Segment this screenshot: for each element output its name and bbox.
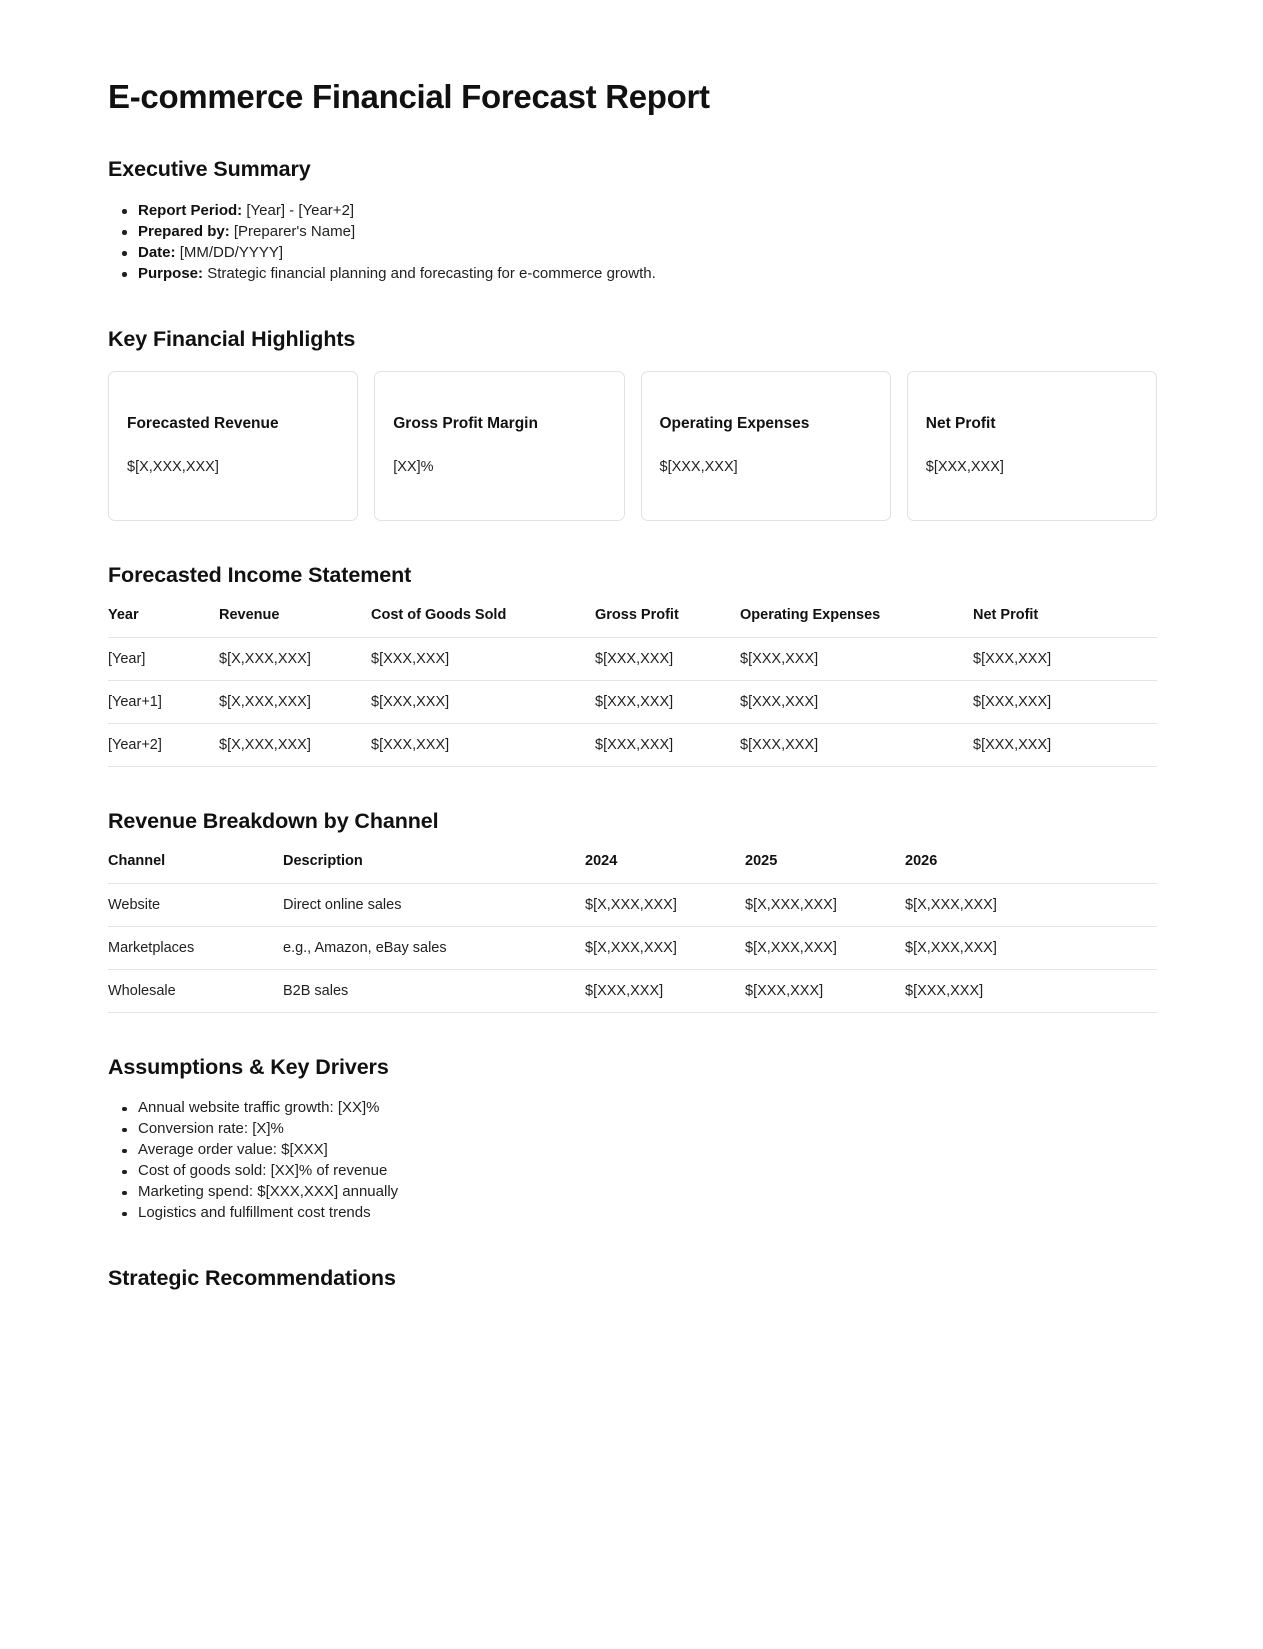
list-item-label: Report Period: xyxy=(138,201,243,219)
column-header-net-profit: Net Profit xyxy=(973,606,1039,623)
column-header-2025: 2025 xyxy=(745,852,778,869)
cell-channel: Wholesale xyxy=(108,969,283,1012)
cell-channel: Marketplaces xyxy=(108,926,283,969)
table-row xyxy=(108,680,1157,723)
table-header-row xyxy=(108,607,1157,638)
executive-summary-list xyxy=(108,201,1157,285)
income-statement-heading: Forecasted Income Statement xyxy=(108,563,412,588)
card-label: Net Profit xyxy=(925,414,996,432)
table-row xyxy=(108,883,1157,926)
cell-operating-expenses: $[XXX,XXX] xyxy=(740,723,973,766)
list-item xyxy=(138,201,1157,222)
column-header-channel: Channel xyxy=(108,852,166,869)
list-item: Conversion rate: [X]% xyxy=(138,1119,1157,1140)
executive-summary-heading: Executive Summary xyxy=(108,156,311,181)
strategic-recommendations-section xyxy=(108,1266,1157,1292)
assumptions-heading: Assumptions & Key Drivers xyxy=(108,1054,389,1079)
highlight-card-forecasted-revenue xyxy=(108,371,358,522)
strategic-recommendations-heading: Strategic Recommendations xyxy=(108,1266,396,1291)
income-statement-table xyxy=(108,607,1157,767)
cell-revenue: $[X,XXX,XXX] xyxy=(219,637,371,680)
table-row xyxy=(108,969,1157,1012)
revenue-breakdown-heading: Revenue Breakdown by Channel xyxy=(108,808,439,833)
card-label: Forecasted Revenue xyxy=(127,414,279,432)
column-header-cost-of-goods-sold: Cost of Goods Sold xyxy=(371,606,507,623)
cell-2024: $[X,XXX,XXX] xyxy=(585,926,745,969)
highlight-card-gross-profit-margin xyxy=(374,371,624,522)
cell-cogs: $[XXX,XXX] xyxy=(371,680,595,723)
column-header-2026: 2026 xyxy=(905,852,938,869)
cell-net-profit: $[XXX,XXX] xyxy=(973,723,1157,766)
list-item-label: Prepared by: xyxy=(138,222,230,240)
cell-2026: $[XXX,XXX] xyxy=(905,969,1157,1012)
list-item-value: [MM/DD/YYYY] xyxy=(179,243,284,261)
cell-cogs: $[XXX,XXX] xyxy=(371,723,595,766)
cell-gross-profit: $[XXX,XXX] xyxy=(595,637,740,680)
column-header-year: Year xyxy=(108,606,139,623)
key-highlights-section xyxy=(108,327,1157,521)
cell-operating-expenses: $[XXX,XXX] xyxy=(740,637,973,680)
cell-2025: $[XXX,XXX] xyxy=(745,969,905,1012)
executive-summary-section xyxy=(108,157,1157,284)
list-item xyxy=(138,243,1157,264)
card-value: $[XXX,XXX] xyxy=(925,458,1004,475)
cell-revenue: $[X,XXX,XXX] xyxy=(219,680,371,723)
cell-description: B2B sales xyxy=(283,969,585,1012)
cell-net-profit: $[XXX,XXX] xyxy=(973,680,1157,723)
cell-year: [Year+2] xyxy=(108,723,219,766)
assumptions-section xyxy=(108,1055,1157,1224)
cell-revenue: $[X,XXX,XXX] xyxy=(219,723,371,766)
income-statement-section xyxy=(108,563,1157,767)
revenue-breakdown-table xyxy=(108,853,1157,1013)
card-label: Gross Profit Margin xyxy=(393,414,538,432)
cell-2025: $[X,XXX,XXX] xyxy=(745,883,905,926)
column-header-description: Description xyxy=(283,852,363,869)
column-header-operating-expenses: Operating Expenses xyxy=(740,606,881,623)
list-item-value: [Year] - [Year+2] xyxy=(246,201,355,219)
list-item-label: Date: xyxy=(138,243,176,261)
assumptions-list xyxy=(108,1098,1157,1224)
highlight-card-operating-expenses xyxy=(641,371,891,522)
card-label: Operating Expenses xyxy=(659,414,810,432)
card-value: $[XXX,XXX] xyxy=(659,458,738,475)
cell-description: e.g., Amazon, eBay sales xyxy=(283,926,585,969)
cell-channel: Website xyxy=(108,883,283,926)
cell-cogs: $[XXX,XXX] xyxy=(371,637,595,680)
cell-gross-profit: $[XXX,XXX] xyxy=(595,680,740,723)
cell-net-profit: $[XXX,XXX] xyxy=(973,637,1157,680)
card-value: $[X,XXX,XXX] xyxy=(127,458,219,475)
revenue-breakdown-section xyxy=(108,809,1157,1013)
cell-description: Direct online sales xyxy=(283,883,585,926)
cell-2026: $[X,XXX,XXX] xyxy=(905,926,1157,969)
card-value: [XX]% xyxy=(393,458,434,475)
cell-operating-expenses: $[XXX,XXX] xyxy=(740,680,973,723)
list-item: Cost of goods sold: [XX]% of revenue xyxy=(138,1161,1157,1182)
list-item: Average order value: $[XXX] xyxy=(138,1140,1157,1161)
highlight-card-net-profit xyxy=(907,371,1157,522)
list-item: Marketing spend: $[XXX,XXX] annually xyxy=(138,1182,1157,1203)
list-item-label: Purpose: xyxy=(138,264,204,282)
cell-year: [Year] xyxy=(108,637,219,680)
list-item xyxy=(138,222,1157,243)
list-item-value: [Preparer's Name] xyxy=(233,222,356,240)
list-item: Logistics and fulfillment cost trends xyxy=(138,1203,1157,1224)
highlight-cards xyxy=(108,371,1157,522)
table-row xyxy=(108,926,1157,969)
column-header-2024: 2024 xyxy=(585,852,618,869)
cell-2024: $[XXX,XXX] xyxy=(585,969,745,1012)
page-title: E-commerce Financial Forecast Report xyxy=(108,78,710,115)
column-header-gross-profit: Gross Profit xyxy=(595,606,679,623)
key-highlights-heading: Key Financial Highlights xyxy=(108,326,356,351)
list-item xyxy=(138,264,1157,285)
cell-year: [Year+1] xyxy=(108,680,219,723)
cell-2024: $[X,XXX,XXX] xyxy=(585,883,745,926)
cell-2026: $[X,XXX,XXX] xyxy=(905,883,1157,926)
table-header-row xyxy=(108,853,1157,884)
table-row xyxy=(108,723,1157,766)
list-item-value: Strategic financial planning and forecasting for e-commerce growth. xyxy=(207,264,656,282)
list-item: Annual website traffic growth: [XX]% xyxy=(138,1098,1157,1119)
cell-2025: $[X,XXX,XXX] xyxy=(745,926,905,969)
table-row xyxy=(108,637,1157,680)
cell-gross-profit: $[XXX,XXX] xyxy=(595,723,740,766)
column-header-revenue: Revenue xyxy=(219,606,280,623)
